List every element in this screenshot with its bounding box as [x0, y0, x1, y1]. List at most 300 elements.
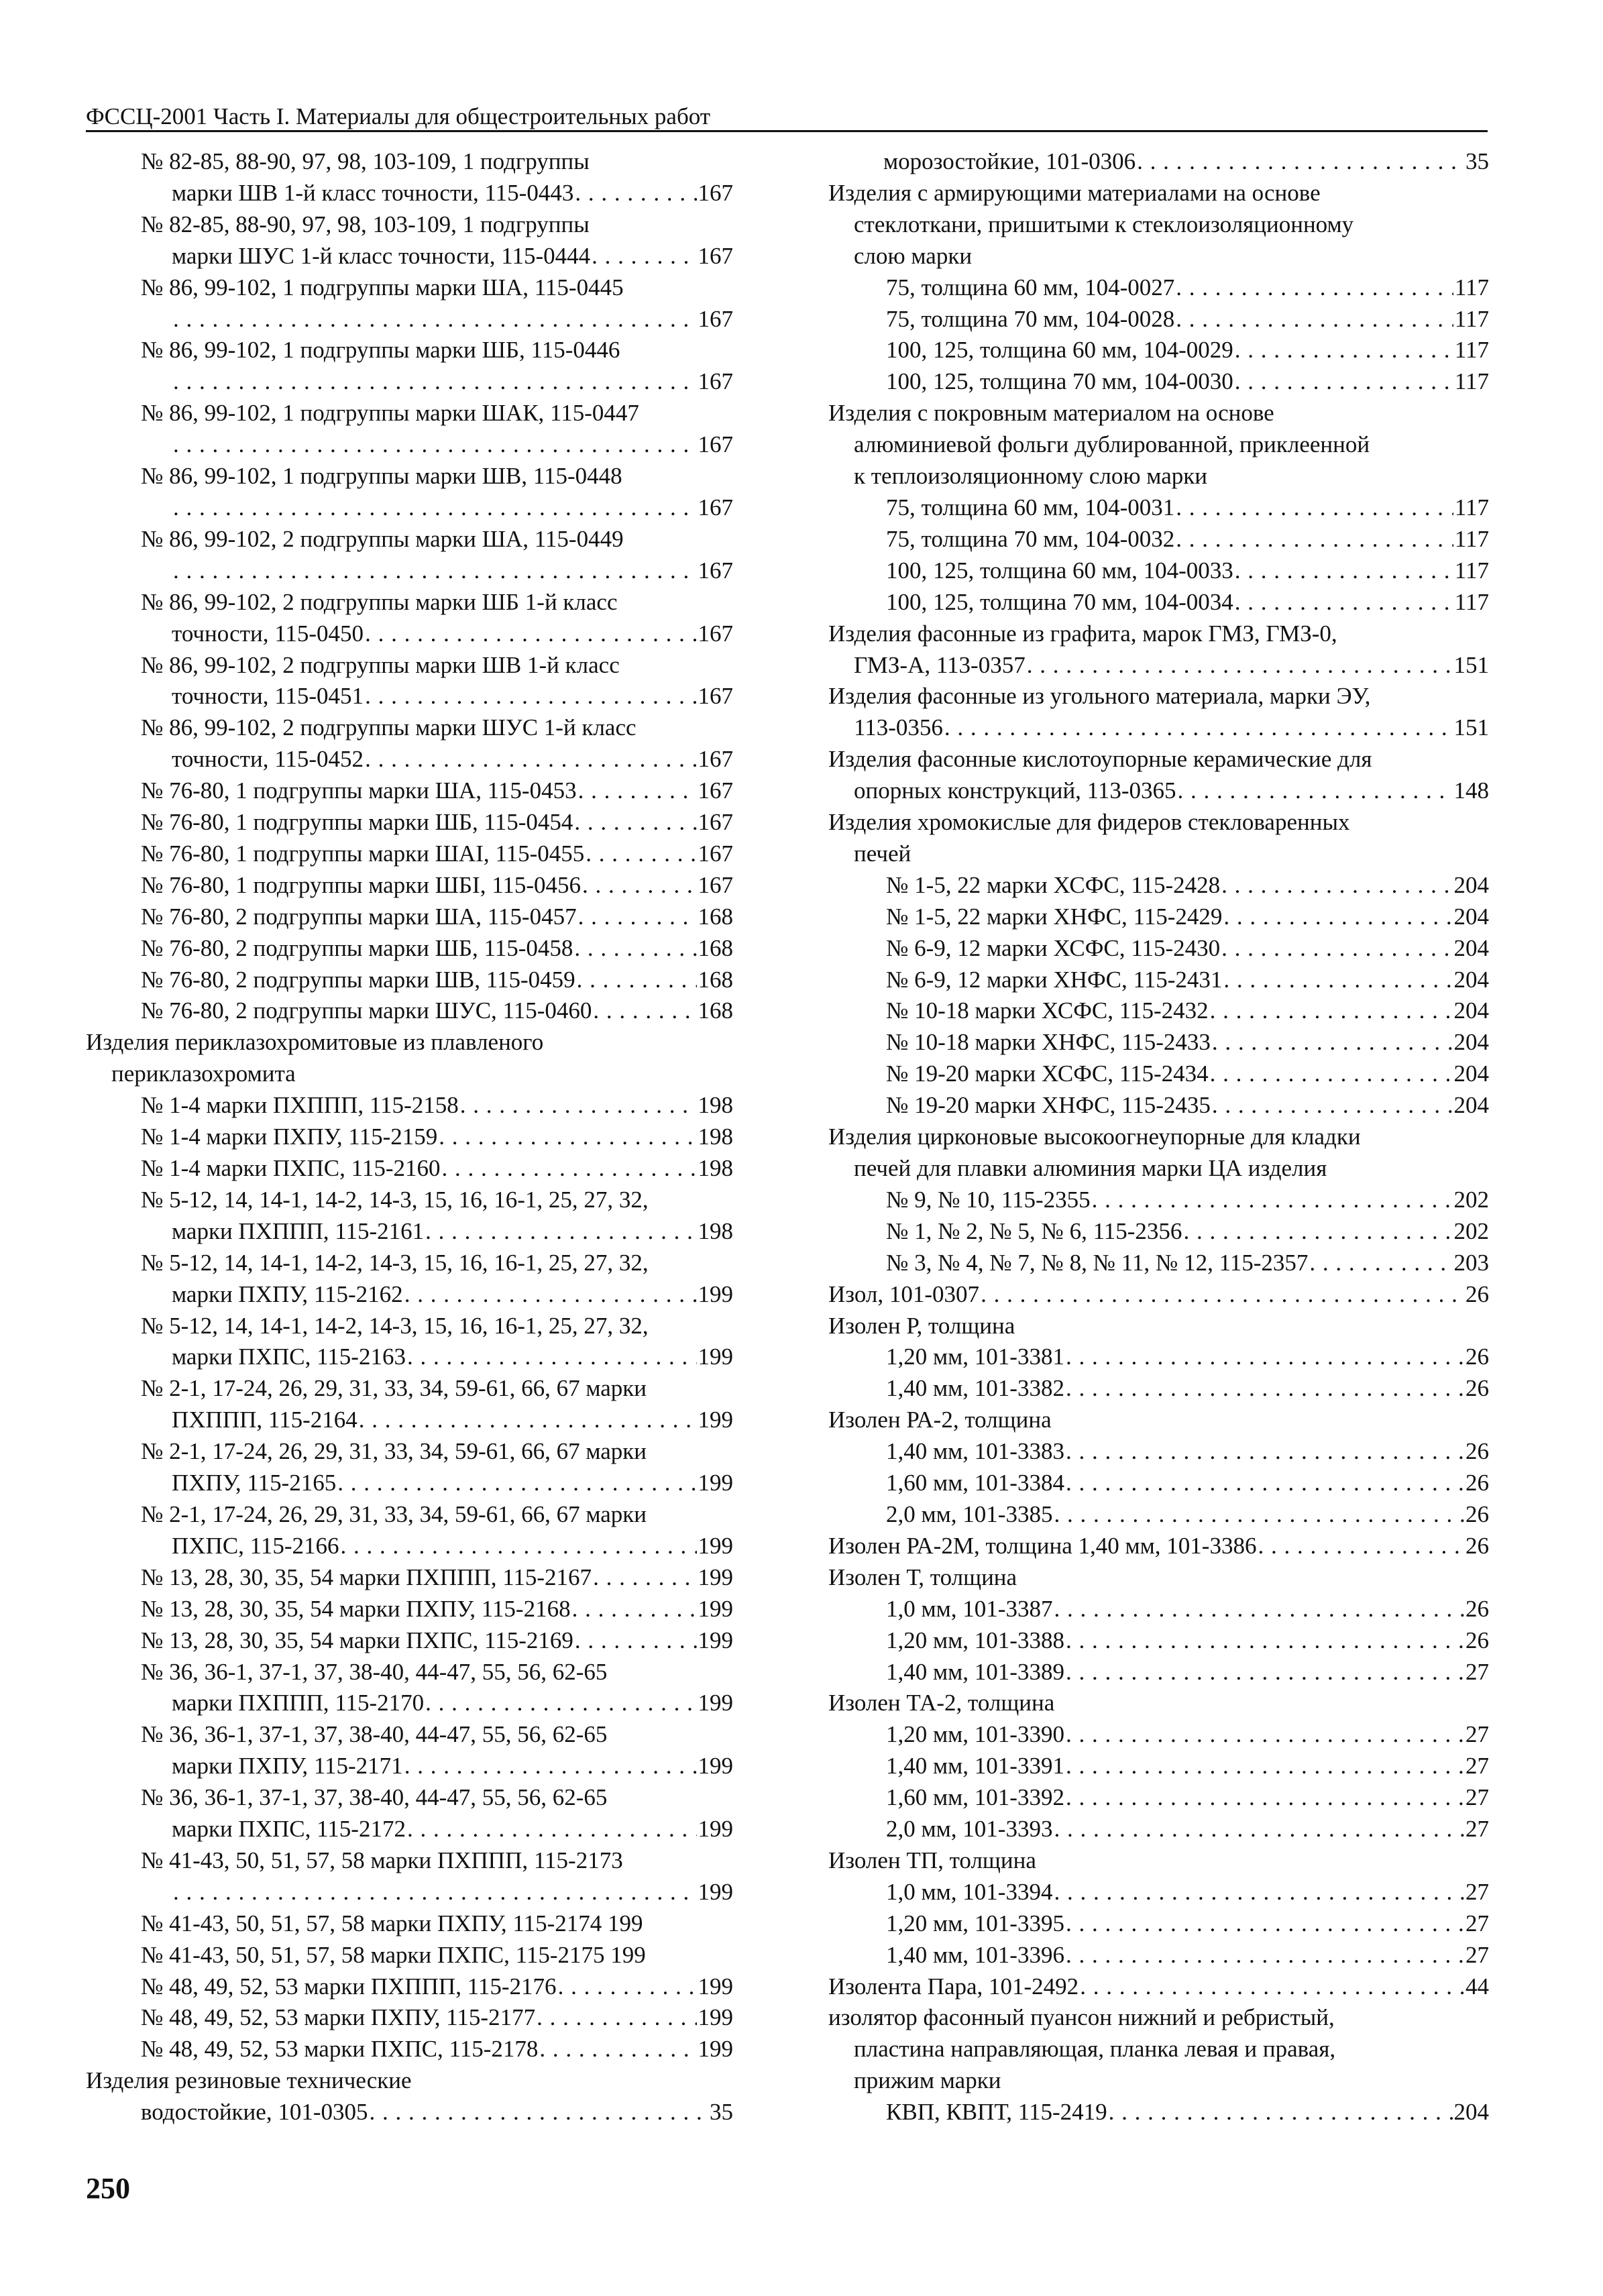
entry-page-ref: 44 [1466, 1973, 1489, 2000]
entry-text: 100, 125, толщина 70 мм, 104-0030 [886, 368, 1233, 395]
dot-leader [365, 618, 696, 650]
entry-page-ref: 199 [698, 1973, 733, 2000]
dot-leader [1221, 870, 1452, 901]
entry-page-ref: 199 [698, 1753, 733, 1780]
entry-text: № 76-80, 1 подгруппы марки ША, 115-0453 [141, 777, 577, 804]
index-entry [828, 901, 1489, 933]
entry-page-ref: 117 [1454, 557, 1489, 584]
entry-text: Изделия хромокислые для фидеров стекловаренных [828, 809, 1350, 836]
dot-leader [1054, 1594, 1464, 1625]
entry-page-ref: 167 [698, 683, 733, 710]
dot-leader [1221, 933, 1452, 965]
index-entry [86, 2002, 733, 2034]
entry-line [828, 1845, 1489, 1877]
index-entry [86, 965, 733, 996]
entry-text: точности, 115-0450 [172, 620, 364, 647]
entry-line [828, 1594, 1489, 1625]
index-entry [86, 838, 733, 870]
entry-line [86, 1782, 733, 1814]
entry-text: № 6-9, 12 марки ХСФС, 115-2430 [886, 934, 1221, 961]
entry-text: к теплоизоляционному слою марки [854, 463, 1207, 490]
entry-text: № 41-43, 50, 51, 57, 58 марки ПХПС, 115-2175 199 [141, 1941, 646, 1968]
entry-text: № 86, 99-102, 2 подгруппы марки ША, 115-0449 [141, 525, 624, 552]
dot-leader [1066, 1625, 1464, 1657]
entry-text: 1,40 мм, 101-3382 [886, 1375, 1064, 1402]
dot-leader [341, 1531, 697, 1562]
dot-leader [1235, 555, 1453, 587]
index-entry [828, 1342, 1489, 1373]
entry-continuation-line [86, 744, 733, 775]
entry-continuation-line [86, 178, 733, 209]
entry-page-ref: 167 [698, 494, 733, 521]
entry-line [86, 1185, 733, 1216]
entry-line [86, 712, 733, 744]
entry-line [828, 146, 1489, 178]
entry-page-ref: 151 [1453, 714, 1489, 741]
entry-page-ref: 117 [1454, 274, 1489, 300]
dot-leader [586, 838, 696, 870]
entry-line [828, 1216, 1489, 1248]
entry-line [86, 1625, 733, 1657]
dot-leader [460, 1090, 697, 1122]
index-entry [828, 555, 1489, 587]
dot-leader [369, 2097, 708, 2128]
dot-leader [592, 241, 696, 272]
index-entry [86, 1719, 733, 1782]
entry-text: 1,0 мм, 101-3394 [886, 1878, 1053, 1905]
entry-line [828, 2097, 1489, 2128]
entry-text: № 2-1, 17-24, 26, 29, 31, 33, 34, 59-61, 66, 67 марки [141, 1500, 647, 1527]
entry-text: № 1-5, 22 марки ХСФС, 115-2428 [886, 871, 1221, 898]
entry-page-ref: 199 [698, 1627, 733, 1653]
entry-line [86, 1311, 733, 1342]
entry-text: 1,40 мм, 101-3389 [886, 1658, 1064, 1685]
entry-text: № 48, 49, 52, 53 марки ПХППП, 115-2176 [141, 1973, 557, 2000]
entry-line [86, 2002, 733, 2034]
entry-line [86, 995, 733, 1027]
entry-text: № 10-18 марки ХСФС, 115-2432 [886, 997, 1209, 1024]
index-entry [828, 1027, 1489, 1058]
entry-page-ref: 26 [1466, 1438, 1489, 1465]
entry-page-ref: 168 [698, 997, 733, 1024]
entry-line [828, 1342, 1489, 1373]
entry-page-ref: 198 [698, 1155, 733, 1181]
entry-line [86, 1027, 733, 1058]
dot-leader [572, 1594, 697, 1625]
entry-line [86, 1090, 733, 1122]
dot-leader [1223, 901, 1452, 933]
entry-text: Изолен ТП, толщина [828, 1847, 1036, 1873]
entry-text: Изолента Пара, 101-2492 [828, 1973, 1079, 2000]
entry-text: водостойкие, 101-0305 [141, 2099, 368, 2126]
entry-line [828, 304, 1489, 335]
entry-line [828, 1625, 1489, 1657]
entry-line [828, 178, 1489, 209]
entry-text: 100, 125, толщина 60 мм, 104-0033 [886, 557, 1233, 584]
entry-line [828, 398, 1489, 429]
page-number: 250 [86, 2172, 130, 2205]
entry-line [828, 1279, 1489, 1311]
index-entry [828, 807, 1489, 870]
entry-line [86, 335, 733, 366]
entry-page-ref: 148 [1453, 777, 1489, 804]
entry-text: 1,60 мм, 101-3384 [886, 1470, 1064, 1496]
entry-line [86, 650, 733, 681]
dot-leader [574, 807, 696, 838]
entry-text: № 76-80, 2 подгруппы марки ШУС, 115-0460 [141, 997, 592, 1024]
entry-line [828, 272, 1489, 304]
dot-leader [1066, 1342, 1464, 1373]
entry-line [86, 807, 733, 838]
entry-line [828, 1971, 1489, 2003]
entry-page-ref: 199 [698, 1564, 733, 1590]
entry-text: № 86, 99-102, 1 подгруппы марки ШАК, 115-0447 [141, 400, 639, 427]
dot-leader [1054, 1814, 1464, 1845]
entry-continuation-line [86, 304, 733, 335]
entry-text: № 5-12, 14, 14-1, 14-2, 14-3, 15, 16, 16-1, 25, 27, 32, [141, 1312, 649, 1339]
entry-page-ref: 204 [1453, 871, 1489, 898]
index-entry [828, 1814, 1489, 1845]
entry-page-ref: 168 [698, 966, 733, 993]
entry-page-ref: 117 [1454, 305, 1489, 332]
index-entry [828, 1719, 1489, 1751]
dot-leader [359, 1405, 697, 1436]
entry-line [828, 681, 1489, 712]
entry-page-ref: 167 [698, 431, 733, 458]
entry-page-ref: 26 [1466, 1627, 1489, 1653]
entry-text: 100, 125, толщина 70 мм, 104-0034 [886, 588, 1233, 615]
entry-text: 1,40 мм, 101-3383 [886, 1438, 1064, 1465]
entry-page-ref: 26 [1466, 1344, 1489, 1370]
entry-text: 75, толщина 60 мм, 104-0031 [886, 494, 1175, 521]
dot-leader [1137, 146, 1464, 178]
entry-text: 1,0 мм, 101-3387 [886, 1595, 1053, 1622]
entry-line [86, 1908, 733, 1940]
index-entry [828, 933, 1489, 965]
entry-page-ref: 199 [698, 1878, 733, 1905]
entry-line [828, 870, 1489, 901]
index-entry [828, 1373, 1489, 1405]
dot-leader [1080, 1971, 1464, 2003]
page-header [86, 101, 1488, 132]
entry-text: № 76-80, 2 подгруппы марки ШБ, 115-0458 [141, 934, 573, 961]
entry-text: 113-0356 [854, 714, 943, 741]
entry-text: № 76-80, 1 подгруппы марки ШБI, 115-0456 [141, 871, 582, 898]
index-entry [828, 995, 1489, 1027]
dot-leader [1223, 965, 1452, 996]
entry-text: марки ПХППП, 115-2170 [172, 1690, 425, 1716]
entry-line [828, 1940, 1489, 1971]
index-entry [828, 1185, 1489, 1216]
entry-continuation-line [86, 1877, 733, 1908]
entry-text: 1,20 мм, 101-3390 [886, 1721, 1064, 1748]
entry-line [828, 965, 1489, 996]
dot-leader [558, 1971, 697, 2003]
entry-text: 2,0 мм, 101-3393 [886, 1816, 1053, 1843]
dot-leader [1066, 1468, 1464, 1499]
index-entry [828, 1499, 1489, 1531]
index-entry [86, 587, 733, 650]
entry-line [828, 1688, 1489, 1719]
entry-page-ref: 26 [1466, 1280, 1489, 1307]
entry-continuation-line [86, 681, 733, 712]
entry-text: 1,20 мм, 101-3388 [886, 1627, 1064, 1653]
entry-text: КВП, КВПТ, 115-2419 [886, 2099, 1107, 2126]
entry-line [828, 1719, 1489, 1751]
entry-page-ref: 27 [1466, 1753, 1489, 1780]
index-entry [828, 398, 1489, 492]
entry-text: прижим марки [854, 2067, 1001, 2094]
dot-leader [173, 492, 697, 524]
dot-leader [1092, 1185, 1453, 1216]
entry-continuation-line [86, 1405, 733, 1436]
entry-line [828, 807, 1489, 838]
index-entry [86, 1248, 733, 1311]
entry-continuation-line [86, 1814, 733, 1845]
index-entry [828, 681, 1489, 744]
index-entry [86, 995, 733, 1027]
index-entry [828, 1436, 1489, 1468]
entry-line [86, 1940, 733, 1971]
entry-text: № 2-1, 17-24, 26, 29, 31, 33, 34, 59-61, 66, 67 марки [141, 1438, 647, 1465]
entry-text: 1,40 мм, 101-3391 [886, 1753, 1064, 1780]
entry-text: № 36, 36-1, 37-1, 37, 38-40, 44-47, 55, 56, 62-65 [141, 1658, 608, 1685]
entry-text: № 13, 28, 30, 35, 54 марки ПХПС, 115-2169 [141, 1627, 573, 1653]
entry-line [828, 1751, 1489, 1782]
entry-text: Изол, 101-0307 [828, 1280, 980, 1307]
entry-text: № 1-4 марки ПХПС, 115-2160 [141, 1155, 441, 1181]
entry-line [86, 1594, 733, 1625]
entry-page-ref: 35 [710, 2099, 733, 2126]
entry-continuation-line [86, 555, 733, 587]
entry-page-ref: 26 [1466, 1532, 1489, 1559]
index-entry [86, 1311, 733, 1374]
entry-text: Изолен РА-2М, толщина 1,40 мм, 101-3386 [828, 1532, 1257, 1559]
index-entry [86, 1185, 733, 1248]
entry-text: Изделия фасонные из графита, марок ГМЗ, ГМЗ-0, [828, 620, 1337, 647]
entry-page-ref: 167 [698, 179, 733, 206]
entry-page-ref: 202 [1453, 1186, 1489, 1213]
dot-leader [981, 1279, 1464, 1311]
entry-text: 1,20 мм, 101-3395 [886, 1910, 1064, 1936]
dot-leader [425, 1216, 696, 1248]
entry-text: Изделия фасонные кислотоупорные керамические для [828, 746, 1372, 773]
dot-leader [1054, 1877, 1464, 1908]
entry-text: № 13, 28, 30, 35, 54 марки ПХППП, 115-2167 [141, 1564, 592, 1590]
entry-text: № 6-9, 12 марки ХНФС, 115-2431 [886, 966, 1223, 993]
entry-line [828, 744, 1489, 775]
index-entry [86, 398, 733, 461]
dot-leader [1027, 650, 1453, 681]
entry-page-ref: 27 [1466, 1816, 1489, 1843]
entry-text: периклазохромита [111, 1060, 296, 1087]
entry-line [86, 209, 733, 241]
dot-leader [1176, 492, 1453, 524]
dot-leader [337, 1468, 696, 1499]
entry-page-ref: 26 [1466, 1375, 1489, 1402]
entry-text: 100, 125, толщина 60 мм, 104-0029 [886, 337, 1233, 364]
dot-leader [365, 681, 696, 712]
entry-line [828, 1908, 1489, 1940]
index-entry [828, 1688, 1489, 1719]
index-entry [828, 618, 1489, 681]
entry-text: № 48, 49, 52, 53 марки ПХПС, 115-2178 [141, 2036, 539, 2063]
entry-continuation-line [828, 461, 1489, 492]
entry-page-ref: 199 [698, 1344, 733, 1370]
index-entry [86, 1027, 733, 1090]
entry-continuation-line [828, 2065, 1489, 2097]
entry-page-ref: 167 [698, 620, 733, 647]
dot-leader [1235, 587, 1453, 618]
index-entry [86, 1122, 733, 1153]
entry-page-ref: 117 [1454, 368, 1489, 395]
entry-line [828, 1090, 1489, 1122]
entry-line [828, 492, 1489, 524]
entry-text: № 2-1, 17-24, 26, 29, 31, 33, 34, 59-61, 66, 67 марки [141, 1375, 647, 1402]
entry-text: 75, толщина 60 мм, 104-0027 [886, 274, 1175, 300]
entry-page-ref: 204 [1453, 1060, 1489, 1087]
entry-line [86, 2034, 733, 2065]
entry-line [86, 1499, 733, 1531]
entry-line [828, 366, 1489, 398]
index-entry [86, 1373, 733, 1436]
dot-leader [173, 429, 697, 461]
entry-continuation-line [828, 712, 1489, 744]
index-entry [86, 2065, 733, 2097]
entry-text: № 82-85, 88-90, 97, 98, 103-109, 1 подгруппы [141, 211, 590, 237]
dot-leader [1178, 775, 1453, 807]
index-entry [828, 1625, 1489, 1657]
entry-text: Изолен ТА-2, толщина [828, 1690, 1055, 1716]
entry-text: № 86, 99-102, 1 подгруппы марки ШВ, 115-0448 [141, 463, 622, 490]
entry-continuation-line [86, 618, 733, 650]
dot-leader [439, 1122, 696, 1153]
index-entry [828, 1845, 1489, 1877]
entry-page-ref: 168 [698, 903, 733, 930]
entry-line [86, 965, 733, 996]
entry-line [86, 1719, 733, 1751]
entry-continuation-line [828, 209, 1489, 241]
entry-continuation-line [86, 1058, 733, 1090]
dot-leader [173, 366, 697, 398]
entry-line [86, 1971, 733, 2003]
entry-line [86, 1436, 733, 1468]
entry-line [86, 1373, 733, 1405]
entry-continuation-line [828, 429, 1489, 461]
dot-leader [944, 712, 1453, 744]
entry-line [828, 524, 1489, 555]
entry-line [86, 1562, 733, 1594]
index-entry [828, 1248, 1489, 1279]
index-entry [828, 1405, 1489, 1436]
entry-page-ref: 199 [698, 1532, 733, 1559]
entry-line [86, 933, 733, 965]
index-entry [828, 1090, 1489, 1122]
dot-leader [173, 304, 697, 335]
index-entry [86, 775, 733, 807]
entry-page-ref: 199 [698, 1280, 733, 1307]
dot-leader [1212, 1090, 1453, 1122]
entry-text: № 10-18 марки ХНФС, 115-2433 [886, 1029, 1211, 1056]
entry-text: марки ПХПУ, 115-2162 [172, 1280, 403, 1307]
entry-text: № 9, № 10, 115-2355 [886, 1186, 1091, 1213]
index-entry [86, 1782, 733, 1845]
index-column-left [86, 146, 733, 2128]
dot-leader [1235, 366, 1453, 398]
dot-leader [407, 1342, 697, 1373]
index-entry [828, 1279, 1489, 1311]
entry-page-ref: 167 [698, 840, 733, 867]
entry-page-ref: 27 [1466, 1878, 1489, 1905]
index-entry [86, 1499, 733, 1562]
entry-page-ref: 199 [698, 1407, 733, 1433]
dot-leader [1054, 1499, 1464, 1531]
dot-leader [1066, 1940, 1464, 1971]
entry-line [86, 870, 733, 901]
index-entry [828, 1877, 1489, 1908]
entry-text: № 19-20 марки ХНФС, 115-2435 [886, 1092, 1211, 1119]
entry-text: № 13, 28, 30, 35, 54 марки ПХПУ, 115-2168 [141, 1595, 571, 1622]
dot-leader [425, 1688, 696, 1719]
entry-line [86, 1153, 733, 1185]
entry-page-ref: 203 [1453, 1249, 1489, 1276]
entry-text: № 3, № 4, № 7, № 8, № 11, № 12, 115-2357 [886, 1249, 1309, 1276]
entry-text: № 86, 99-102, 2 подгруппы марки ШВ 1-й класс [141, 651, 620, 678]
entry-line [828, 1027, 1489, 1058]
index-entry [828, 870, 1489, 901]
entry-text: № 41-43, 50, 51, 57, 58 марки ПХППП, 115-2173 [141, 1847, 623, 1873]
entry-page-ref: 168 [698, 934, 733, 961]
dot-leader [574, 933, 696, 965]
entry-continuation-line [86, 366, 733, 398]
entry-line [828, 1468, 1489, 1499]
entry-page-ref: 27 [1466, 1784, 1489, 1811]
dot-leader [365, 744, 696, 775]
entry-text: 2,0 мм, 101-3385 [886, 1500, 1053, 1527]
entry-text: опорных конструкций, 113-0365 [854, 777, 1176, 804]
entry-text: № 5-12, 14, 14-1, 14-2, 14-3, 15, 16, 16-1, 25, 27, 32, [141, 1186, 649, 1213]
index-entry [828, 1531, 1489, 1562]
index-entry [828, 1940, 1489, 1971]
entry-text: пластина направляющая, планка левая и правая, [854, 2036, 1336, 2063]
entry-line [86, 272, 733, 304]
entry-page-ref: 199 [698, 1595, 733, 1622]
entry-line [86, 775, 733, 807]
dot-leader [404, 1279, 697, 1311]
entry-line [828, 335, 1489, 366]
entry-text: печей для плавки алюминия марки ЦА изделия [854, 1155, 1327, 1181]
entry-line [86, 1845, 733, 1877]
entry-text: № 48, 49, 52, 53 марки ПХПУ, 115-2177 [141, 2004, 536, 2031]
entry-line [828, 1185, 1489, 1216]
dot-leader [1066, 1719, 1464, 1751]
entry-line [86, 838, 733, 870]
entry-line [828, 995, 1489, 1027]
entry-page-ref: 151 [1453, 651, 1489, 678]
dot-leader [593, 1562, 696, 1594]
index-entry [86, 146, 733, 209]
entry-text: марки ШВ 1-й класс точности, 115-0443 [172, 179, 574, 206]
dot-leader [539, 2034, 696, 2065]
index-entry [828, 1594, 1489, 1625]
entry-page-ref: 167 [698, 242, 733, 269]
entry-line [828, 1122, 1489, 1153]
dot-leader [577, 965, 697, 996]
entry-text: № 86, 99-102, 2 подгруппы марки ШУС 1-й класс [141, 714, 637, 741]
entry-continuation-line [86, 429, 733, 461]
entry-line [86, 1122, 733, 1153]
index-entry [828, 366, 1489, 398]
